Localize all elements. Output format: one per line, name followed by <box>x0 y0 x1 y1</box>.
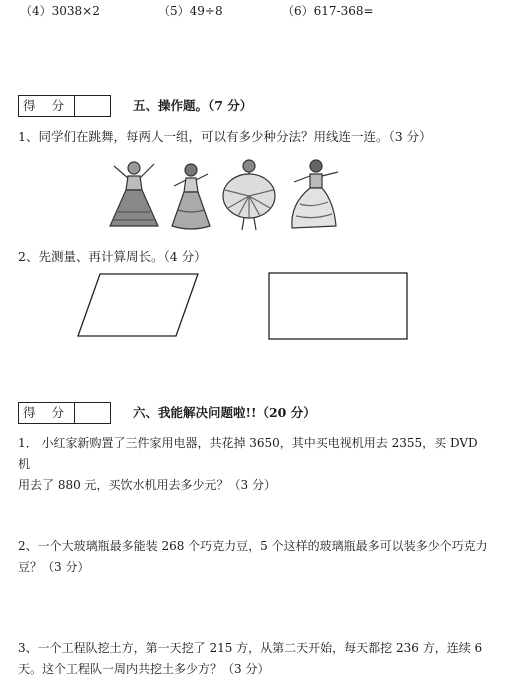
rectangle-shape <box>268 272 408 340</box>
score-blank[interactable] <box>75 403 110 423</box>
question-2-line-2: 豆？（3 分） <box>18 560 90 574</box>
problem-6: （6）617-368= <box>282 4 374 18</box>
question-1-line-1: 1． 小红家新购置了三件家用电器，共花掉 3650，其中买电视机用去 2355，买 DVD 机 <box>18 436 478 471</box>
question-1-line-2: 用去了 880 元，买饮水机用去多少元？（3 分） <box>18 478 276 492</box>
score-label: 得 分 <box>19 96 75 116</box>
section5-title: 五、操作题。（7 分） <box>133 98 253 113</box>
problem-4: （4）3038×2 <box>20 4 100 18</box>
section6-title: 六、我能解决问题啦!!（20 分） <box>133 405 316 420</box>
section6-question-1 <box>18 433 488 496</box>
problem-5: （5）49÷8 <box>158 4 223 18</box>
dancer-4-icon <box>282 154 342 232</box>
score-box-section6 <box>18 402 111 424</box>
question-3-line-1: 3、一个工程队挖土方，第一天挖了 215 方，从第二天开始，每天都挖 236 方，连续 6 <box>18 641 483 655</box>
parallelogram-shape <box>76 272 202 338</box>
section5-question-2: 2、先测量、再计算周长。（4 分） <box>18 249 207 264</box>
dancer-2-icon <box>164 160 218 232</box>
section5-question-1: 1、同学们在跳舞，每两人一组，可以有多少种分法？用线连一连。（3 分） <box>18 129 432 144</box>
dancer-3-icon <box>220 156 278 232</box>
section6-question-3 <box>18 638 488 680</box>
score-blank[interactable] <box>75 96 110 116</box>
dancers-illustration <box>104 148 344 232</box>
score-box-section5 <box>18 95 111 117</box>
score-label: 得 分 <box>19 403 75 423</box>
dancer-1-icon <box>104 156 164 232</box>
question-3-line-2: 天。这个工程队一周内共挖土多少方？（3 分） <box>18 662 270 676</box>
section6-question-2 <box>18 536 488 578</box>
question-2-line-1: 2、一个大玻璃瓶最多能装 268 个巧克力豆，5 个这样的玻璃瓶最多可以装多少个巧克力 <box>18 539 488 553</box>
